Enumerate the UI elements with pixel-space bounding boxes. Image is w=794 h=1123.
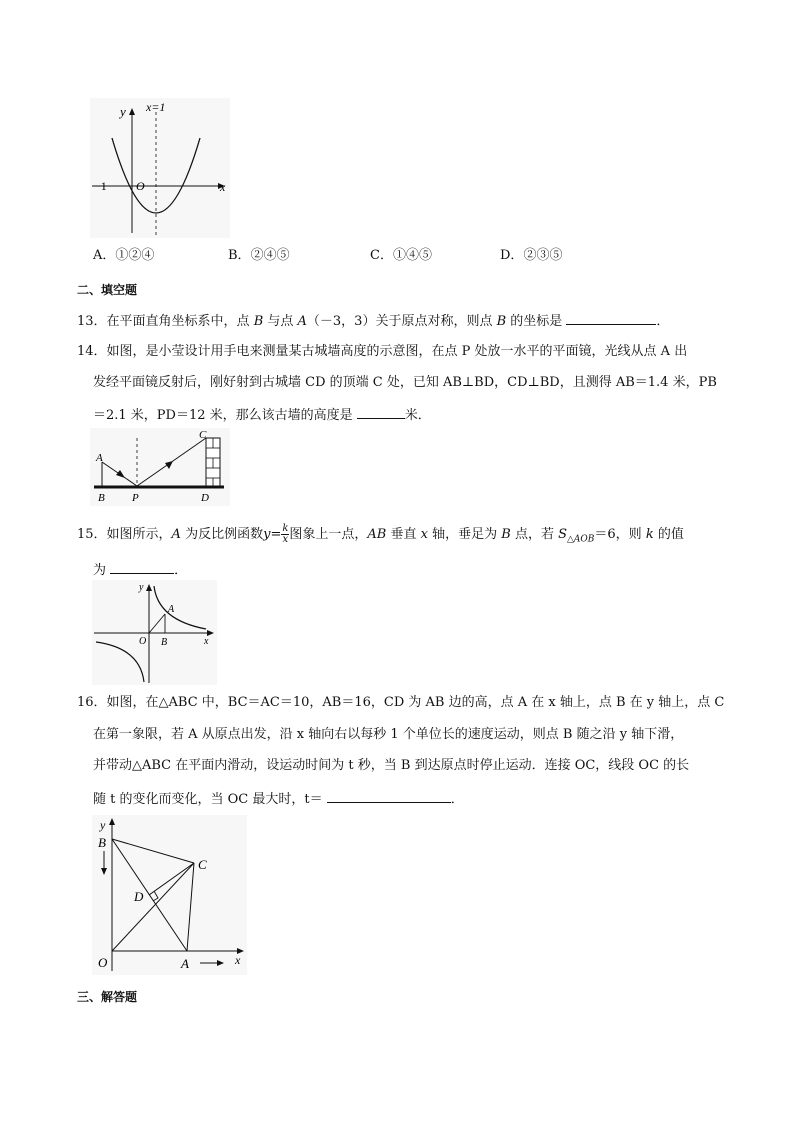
q14-line3-end: 米． <box>404 408 431 423</box>
question-13 <box>77 312 669 330</box>
answer-blank-13[interactable] <box>566 312 656 325</box>
label-a: A <box>96 452 103 464</box>
q15-segment-ab: AB <box>367 527 387 542</box>
option-a-letter: A． <box>93 248 116 263</box>
question-14-line-1: 14．如图，是小莹设计用手电来测量某古城墙高度的示意图，在点 P 处放一水平的平面镜，光线从点 A 出 <box>77 344 688 359</box>
answer-blank-14[interactable] <box>357 406 405 419</box>
option-a-value: ①②④ <box>115 248 155 263</box>
q13-point-b: B <box>253 314 264 329</box>
q15-text-c: 图象上一点， <box>289 527 368 542</box>
q13-text-a: 在平面直角坐标系中，点 <box>106 314 254 329</box>
option-b-value: ②④⑤ <box>250 248 290 263</box>
y-label: y <box>120 104 126 119</box>
label-b: B <box>98 492 105 504</box>
q13-point-a: A <box>297 314 307 329</box>
label-p: P <box>132 492 139 504</box>
label-d: D <box>201 492 209 504</box>
q13-number: 13． <box>77 314 107 329</box>
question-14-line-3 <box>93 406 431 424</box>
option-c <box>370 248 432 264</box>
mirror-wall-figure <box>90 428 230 506</box>
section-fill-in-title: 二、填空题 <box>77 283 138 297</box>
fraction-denominator: x <box>282 534 289 545</box>
origin-label: O <box>139 636 147 647</box>
label-a: A <box>181 956 189 971</box>
x-label: x <box>204 636 209 647</box>
option-c-letter: C． <box>370 248 393 263</box>
q15-line2-end: ． <box>174 563 188 578</box>
x-label: x <box>220 180 226 194</box>
label-a: A <box>168 604 175 615</box>
label-b: B <box>98 835 106 850</box>
symmetry-axis-label: x=1 <box>146 100 166 114</box>
q15-area-subscript: △AOB <box>566 534 595 545</box>
question-14-line-2: 发经平面镜反射后，刚好射到古城墙 CD 的顶端 C 处，已知 AB⊥BD，CD⊥BD，且测得 AB＝1.4 米，PB <box>93 375 717 390</box>
option-a <box>93 248 154 264</box>
q15-text-f: 点，若 <box>510 527 559 542</box>
option-d <box>500 248 562 264</box>
option-d-letter: D． <box>500 248 524 263</box>
origin-label: O <box>98 955 108 970</box>
label-c: C <box>198 857 207 872</box>
minus-one-label: −1 <box>94 179 107 193</box>
fraction-numerator: k <box>282 523 289 534</box>
q15-text-d: 垂直 <box>386 527 421 542</box>
q15-point-a: A <box>171 527 181 542</box>
option-d-value: ②③⑤ <box>523 248 563 263</box>
q15-area-s: S <box>558 527 567 542</box>
q13-text-b: 与点 <box>263 314 298 329</box>
origin-label: O <box>136 179 145 193</box>
q13-end: ． <box>656 314 670 329</box>
q15-text-e: 轴，垂足为 <box>427 527 502 542</box>
q15-text-b: 为反比例函数 <box>180 527 264 542</box>
q15-equals: = <box>270 527 282 542</box>
q13-text-d: 的坐标是 <box>506 314 567 329</box>
y-label: y <box>100 818 106 832</box>
option-b <box>228 248 290 264</box>
question-16-line-4 <box>93 790 464 808</box>
q15-text-g: ＝6，则 <box>594 527 646 542</box>
figure-background <box>90 98 230 238</box>
q13-text-c: （－3，3）关于原点对称，则点 <box>306 314 497 329</box>
x-label: x <box>235 953 241 967</box>
option-b-letter: B． <box>228 248 251 263</box>
q15-point-b: B <box>501 527 511 542</box>
question-15-line-2 <box>93 561 187 579</box>
question-16-line-3: 并带动△ABC 在平面内滑动，设运动时间为 t 秒，当 B 到达原点时停止运动．连接 OC，线段 OC 的长 <box>93 758 690 773</box>
label-c: C <box>199 429 207 441</box>
sliding-triangle-figure <box>92 815 247 975</box>
q15-var-k: k <box>645 527 654 542</box>
answer-blank-15[interactable] <box>110 561 174 574</box>
question-16-line-1: 16．如图，在△ABC 中，BC＝AC＝10，AB＝16，CD 为 AB 边的高，点 A 在 x 轴上，点 B 在 y 轴上，点 C <box>77 695 725 710</box>
parabola-figure <box>90 98 230 238</box>
q16-line4-text: 随 t 的变化而变化，当 OC 最大时，t＝ <box>93 792 327 807</box>
q15-var-x: x <box>420 527 428 542</box>
q13-point-b-2: B <box>496 314 507 329</box>
q14-line3-text: ＝2.1 米，PD＝12 米，那么该古墙的高度是 <box>93 408 357 423</box>
section-answer-title: 三、解答题 <box>77 990 138 1004</box>
q15-text-a: 15．如图所示， <box>77 527 172 542</box>
y-label: y <box>139 582 144 593</box>
question-15-line-1 <box>77 524 684 548</box>
answer-blank-16[interactable] <box>327 790 451 803</box>
q15-text-h: 的值 <box>653 527 684 542</box>
hyperbola-figure <box>92 580 217 685</box>
question-16-line-2: 在第一象限，若 A 从原点出发，沿 x 轴向右以每秒 1 个单位长的速度运动，则点 B 随之沿 y 轴下滑， <box>93 727 684 742</box>
label-d: D <box>134 889 144 904</box>
option-c-value: ①④⑤ <box>392 248 432 263</box>
q16-line4-end: ． <box>450 792 464 807</box>
q15-line2-text: 为 <box>93 563 111 578</box>
q15-var-y: y <box>263 527 271 542</box>
label-b: B <box>161 637 168 648</box>
